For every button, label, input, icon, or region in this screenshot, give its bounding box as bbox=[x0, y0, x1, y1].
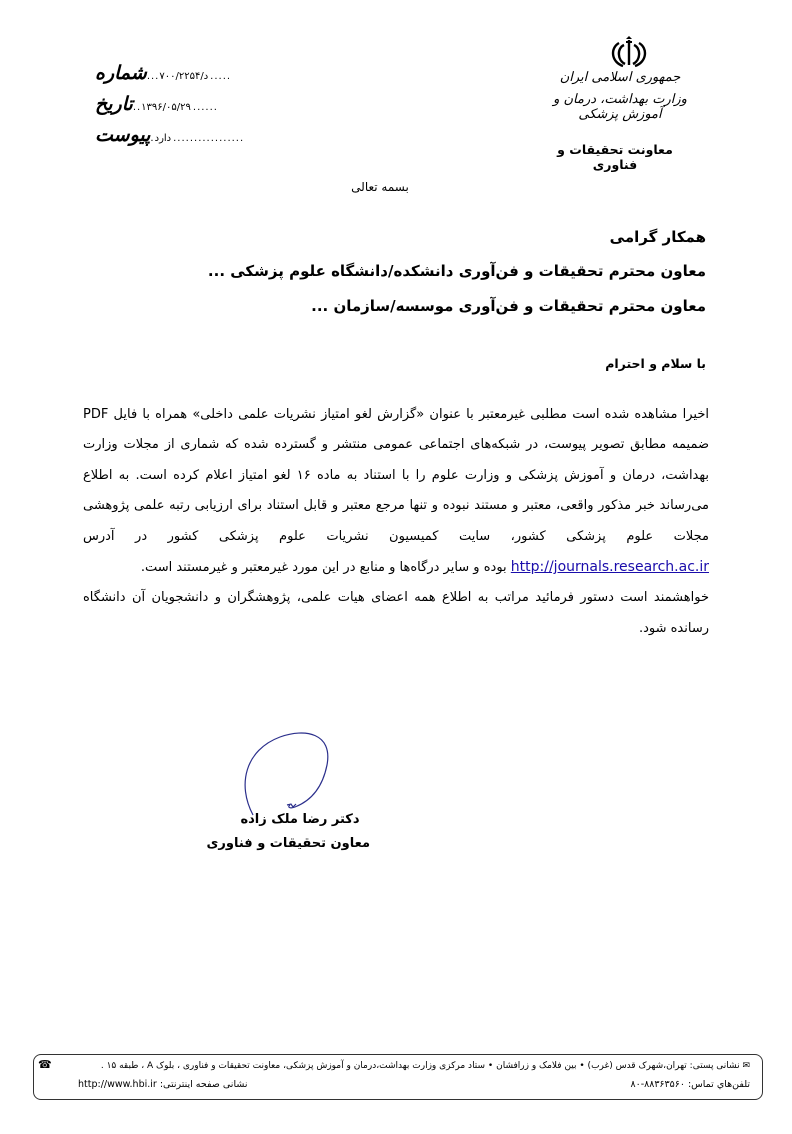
letter-attachment-row bbox=[95, 124, 245, 155]
letter-number-row bbox=[95, 62, 245, 93]
signer-name: دکتر رضا ملک زاده bbox=[240, 812, 360, 827]
recipient-1: معاون محترم تحقیقات و فن‌آوری دانشکده/دانشگاه علوم پزشکی ... bbox=[207, 262, 706, 280]
salutation: همکار گرامی bbox=[609, 228, 706, 246]
letter-number-value: ۷۰۰/د/۲۲۵۴ bbox=[159, 71, 209, 82]
website-label: نشانی صفحه اینترنتی: bbox=[159, 1079, 248, 1090]
phone-value: ۸۸۳۶۳۵۶۰-۸۰ bbox=[630, 1079, 685, 1090]
phone-icon: ☎ bbox=[38, 1058, 52, 1071]
footer-address: ✉ نشانی پستی: تهران،شهرک قدس (غرب) • بین فلامک و زرافشان • ستاد مرکزی وزارت بهداشت،درمان و آموزش پزشکی، معاونت تحقیقات و فناوری ، بلوک A ، طبقه ۱۵ . bbox=[100, 1061, 750, 1071]
republic-name: جمهوری اسلامی ایران bbox=[559, 70, 681, 85]
letter-attachment-value: دارد bbox=[154, 133, 172, 144]
ministry-name: وزارت بهداشت، درمان و آموزش پزشکی bbox=[553, 92, 687, 122]
dots: ..... bbox=[210, 71, 232, 82]
dots: ................. bbox=[173, 133, 245, 144]
journals-link[interactable]: http://journals.research.ac.ir bbox=[510, 559, 709, 576]
body-paragraph-1-part-1: اخیرا مشاهده شده است مطلبی غیرمعتبر با عنوان «گزارش لغو امتیاز نشریات علمی داخلی» همراه با فایل PDF ضمیمه مطابق تصویر پیوست، در شبکه‌های اجتماعی عمومی منتشر و گسترده شده که شماری از مجلات وزارت بهداشت، درمان و آموزش پزشکی و وزارت علوم را با استناد به ماده ۱۶ لغو امتیاز اعلام کرده است. به اطلاع می‌رساند خبر مذکور واقعی، معتبر و مستند نبوده و تنها مرجع معتبر و قابل استناد برای ارزیابی رتبه علمی پژوهشی مجلات علوم پزشکی کشور، سایت کمیسیون نشریات علوم پزشکی کشور در آدرس bbox=[83, 407, 709, 544]
footer-website bbox=[78, 1079, 247, 1090]
body-paragraph-1-part-2: بوده و سایر درگاه‌ها و منابع در این مورد غیرمعتبر و غیرمستند است. bbox=[140, 560, 507, 576]
website-url[interactable]: http://www.hbi.ir bbox=[78, 1079, 157, 1090]
body-paragraph-2: خواهشمند است دستور فرمائید مراتب به اطلاع همه اعضای هیات علمی، پژوهشگران و دانشجویان آن دانشگاه رسانده شود. bbox=[83, 590, 709, 636]
bismillah: بسمه تعالی bbox=[351, 180, 409, 194]
footer-phone bbox=[630, 1079, 750, 1090]
dots: .. bbox=[132, 102, 142, 113]
signer-title: معاون تحقیقات و فناوری bbox=[206, 836, 370, 851]
department-name: معاونت تحقیقات و فناوری bbox=[557, 142, 673, 172]
dots: ...... bbox=[192, 102, 218, 113]
letter-date-label: تاریخ bbox=[95, 93, 133, 115]
dots: ... bbox=[146, 71, 160, 82]
letter-body bbox=[83, 400, 709, 644]
greeting: با سلام و احترام bbox=[605, 356, 706, 371]
body-paragraph-1 bbox=[83, 400, 709, 583]
letter-date-value: ۱۳۹۶/۰۵/۲۹ bbox=[141, 102, 191, 113]
letter-attachment-label: پیوست bbox=[95, 124, 151, 146]
letter-number-label: شماره bbox=[95, 62, 147, 84]
phone-label: تلفن‌هاي تماس: bbox=[687, 1079, 750, 1090]
iran-emblem-icon bbox=[609, 36, 649, 68]
dots: . bbox=[150, 133, 155, 144]
recipient-2: معاون محترم تحقیقات و فن‌آوری موسسه/سازمان ... bbox=[311, 297, 706, 315]
letter-date-row bbox=[95, 93, 245, 124]
letter-meta bbox=[95, 62, 245, 155]
